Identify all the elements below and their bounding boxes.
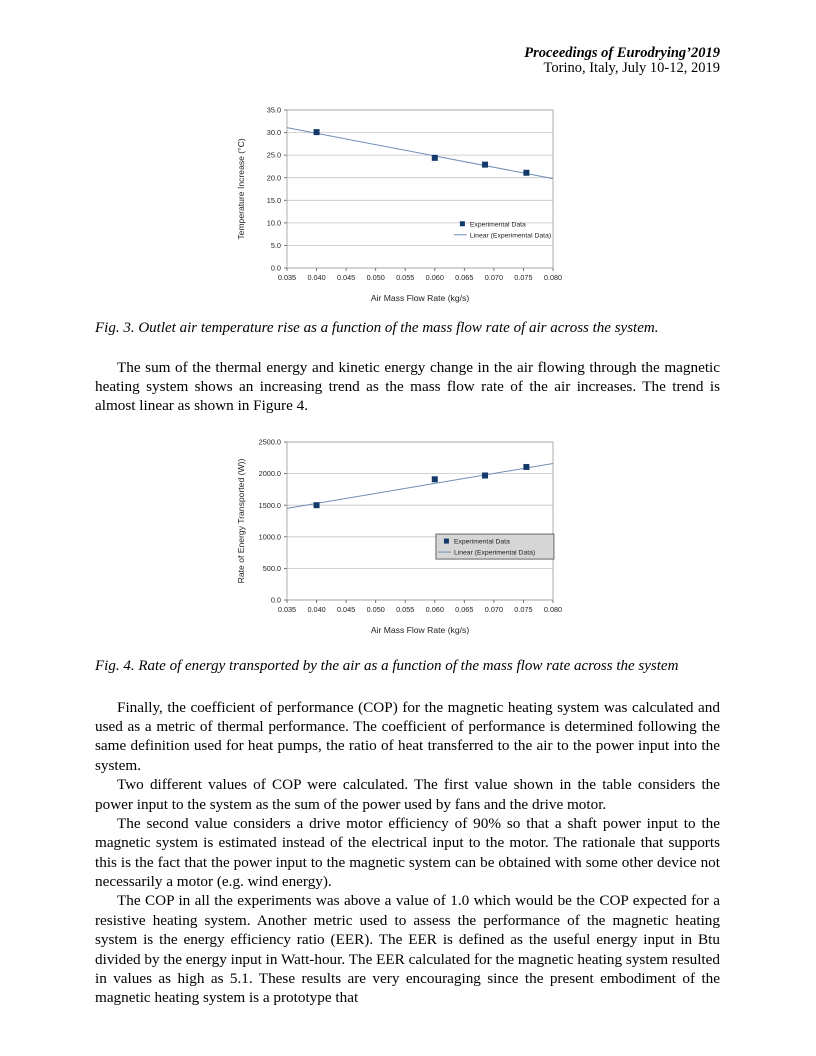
svg-text:0.055: 0.055 — [395, 604, 414, 614]
svg-text:0.060: 0.060 — [425, 604, 444, 614]
svg-text:10.0: 10.0 — [266, 218, 281, 228]
svg-text:0.080: 0.080 — [543, 604, 562, 614]
proceedings-location-date: Torino, Italy, July 10-12, 2019 — [543, 60, 720, 77]
svg-text:0.040: 0.040 — [306, 604, 326, 614]
fig3-temperature-chart — [233, 100, 565, 304]
svg-text:15.0: 15.0 — [266, 195, 281, 205]
svg-text:0.035: 0.035 — [277, 272, 296, 282]
svg-text:0.050: 0.050 — [366, 272, 385, 282]
svg-text:500.0: 500.0 — [262, 563, 281, 573]
svg-text:Experimental Data: Experimental Data — [469, 220, 526, 228]
svg-text:0.060: 0.060 — [425, 272, 444, 282]
svg-text:30.0: 30.0 — [266, 127, 281, 137]
svg-text:0.045: 0.045 — [336, 272, 355, 282]
fig4-caption: Fig. 4. Rate of energy transported by the air as a function of the mass flow rate across the system — [95, 657, 679, 674]
svg-text:0.0: 0.0 — [270, 263, 281, 273]
svg-text:0.075: 0.075 — [513, 604, 533, 614]
svg-text:0.035: 0.035 — [277, 604, 296, 614]
paragraph-two-cop-values: Two different values of COP were calculated. The first value shown in the table considers the power input to the system as the sum of the power used by fans and the drive motor. — [95, 776, 720, 813]
svg-text:0.065: 0.065 — [454, 604, 473, 614]
figure-4 — [233, 432, 565, 636]
svg-text:0.080: 0.080 — [543, 272, 562, 282]
svg-text:35.0: 35.0 — [266, 105, 281, 115]
paragraph-second-value: The second value considers a drive motor efficiency of 90% so that a shaft power input to the magnetic system is estimated instead of the electrical input to the motor. The rationale that supports this is the fact that the power input to the magnetic system can be obtained with some other device not necessarily a motor (e.g. wind energy). — [95, 814, 720, 890]
paragraph-thermal-energy: The sum of the thermal energy and kinetic energy change in the air flowing through the magnetic heating system shows an increasing trend as the mass flow rate of the air increases. The trend is almost linear as shown in Figure 4. — [95, 358, 720, 415]
svg-text:0.055: 0.055 — [395, 272, 414, 282]
svg-text:Air Mass Flow Rate (kg/s): Air Mass Flow Rate (kg/s) — [370, 624, 469, 635]
svg-text:2500.0: 2500.0 — [258, 437, 281, 447]
paragraph-cop-definition: Finally, the coefficient of performance (COP) for the magnetic heating system was calculated and used as a metric of thermal performance. The coefficient of performance is determined following the same definition used for heat pumps, the ratio of heat transferred to the air to the power input into the system. — [95, 698, 720, 774]
svg-text:0.050: 0.050 — [366, 604, 385, 614]
svg-text:Temperature Increase (°C): Temperature Increase (°C) — [235, 138, 246, 240]
svg-text:0.075: 0.075 — [513, 272, 533, 282]
figure-3 — [233, 100, 565, 304]
paragraph-cop-results: The COP in all the experiments was above a value of 1.0 which would be the COP expected for a resistive heating system. Another metric used to assess the performance of the magnetic heating system is the energy efficiency ratio (EER). The EER is defined as the useful energy input in Btu divided by the energy input in Watt-hour. The EER calculated for the magnetic heating system resulted in values as high as 5.1. These results are very encouraging since the present embodiment of the magnetic heating system is a prototype that — [95, 892, 720, 1007]
svg-text:1500.0: 1500.0 — [258, 500, 281, 510]
svg-text:Linear (Experimental Data): Linear (Experimental Data) — [453, 549, 535, 557]
fig4-energy-chart — [233, 432, 565, 636]
svg-text:0.070: 0.070 — [484, 272, 503, 282]
svg-text:0.0: 0.0 — [270, 595, 281, 605]
svg-text:2000.0: 2000.0 — [258, 468, 281, 478]
svg-text:0.065: 0.065 — [454, 272, 473, 282]
svg-text:25.0: 25.0 — [266, 150, 281, 160]
body-text-block — [95, 698, 720, 1008]
proceedings-title: Proceedings of Eurodrying’2019 — [524, 45, 720, 61]
svg-text:0.040: 0.040 — [306, 272, 326, 282]
svg-text:0.070: 0.070 — [484, 604, 503, 614]
svg-text:Rate of Energy Transported (W): Rate of Energy Transported (W)) — [235, 458, 246, 584]
svg-text:5.0: 5.0 — [270, 240, 281, 250]
svg-text:Air Mass Flow Rate (kg/s): Air Mass Flow Rate (kg/s) — [370, 292, 469, 303]
svg-text:Experimental Data: Experimental Data — [453, 538, 510, 546]
svg-text:1000.0: 1000.0 — [258, 532, 281, 542]
svg-text:Linear (Experimental Data): Linear (Experimental Data) — [469, 231, 551, 239]
fig3-caption: Fig. 3. Outlet air temperature rise as a function of the mass flow rate of air across the system. — [95, 319, 659, 336]
page-header — [95, 46, 720, 77]
svg-text:0.045: 0.045 — [336, 604, 355, 614]
svg-text:20.0: 20.0 — [266, 173, 281, 183]
